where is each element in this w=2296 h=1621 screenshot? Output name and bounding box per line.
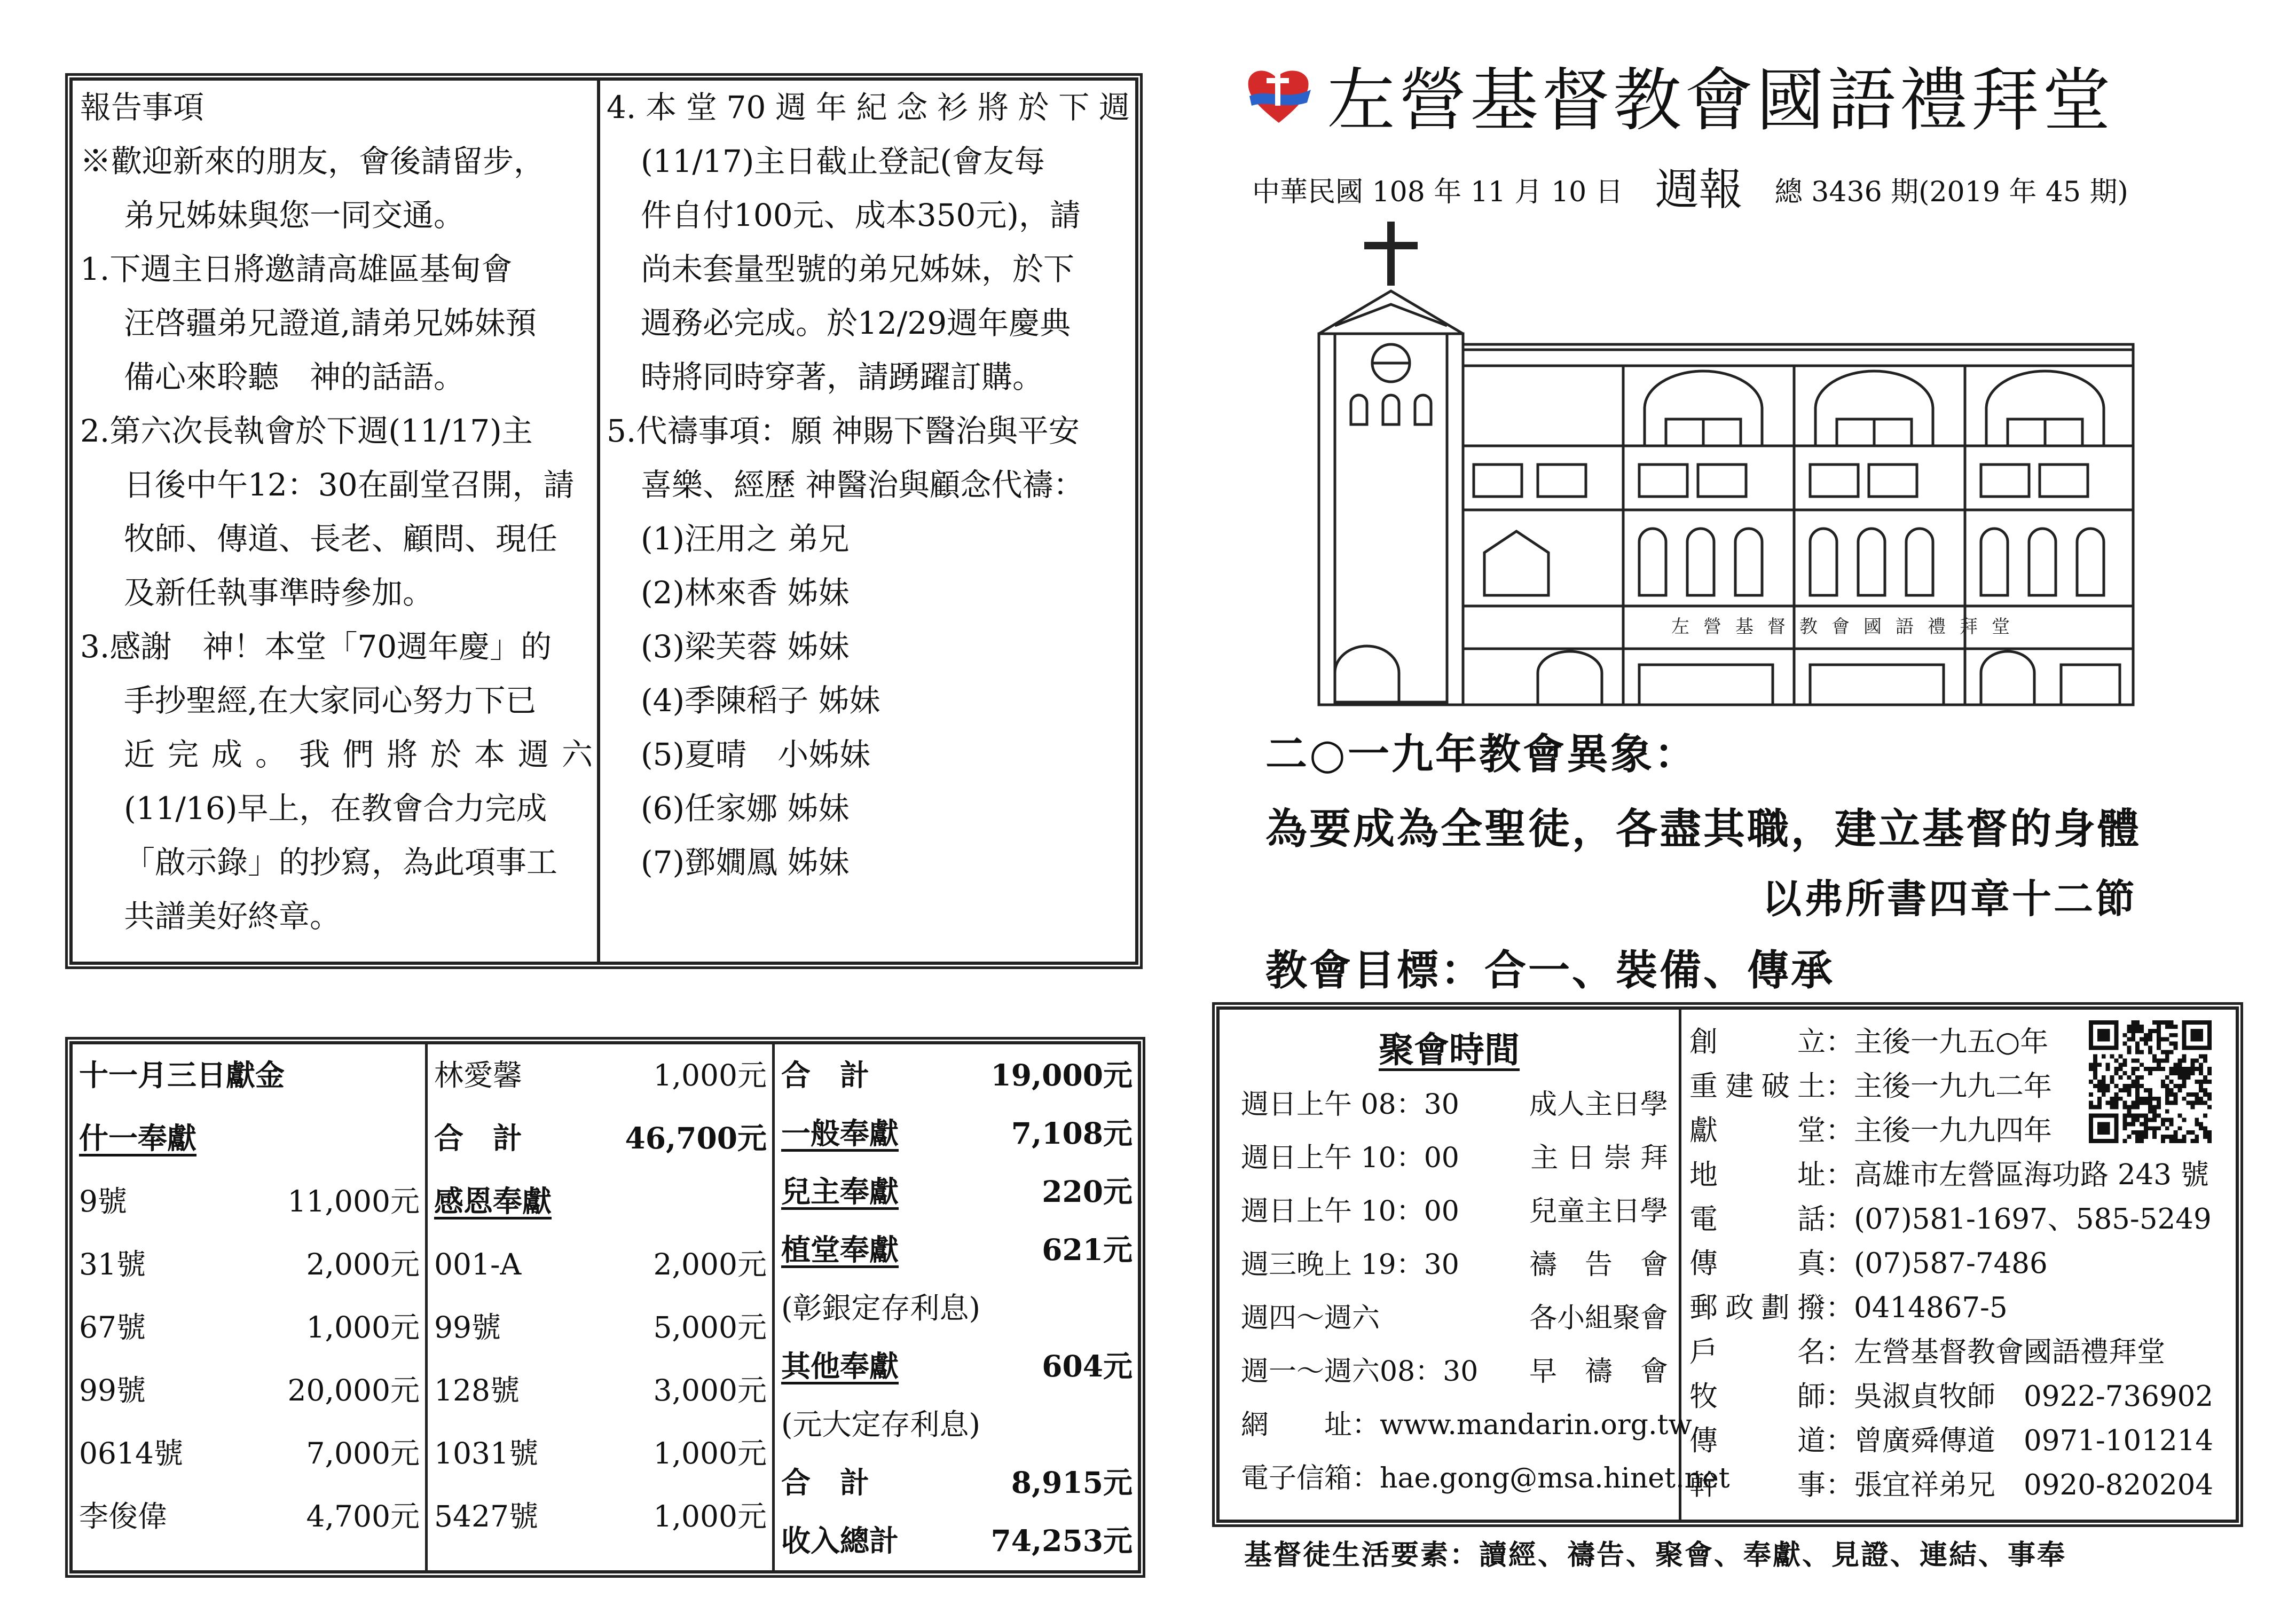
offering-amount: 8,915元 [1011,1465,1133,1500]
bulletin-label: 週報 [1655,164,1743,215]
offering-row [434,1238,767,1291]
fact-value: ：左營基督教會國語禮拜堂 [1826,1336,2165,1368]
offering-row [434,1301,767,1354]
announcement-line: 1.下週主日將邀請高雄區基甸會 [80,251,513,287]
meeting-when: 週一～週六08：30 [1241,1356,1479,1388]
offering-label: 99號 [79,1373,146,1407]
bulletin-date: 中華民國 108 年 11 月 10 日 [1252,176,1623,208]
offering-label: 合 計 [434,1121,523,1155]
offering-label: 1031號 [434,1436,538,1470]
meetings-info-box [1216,1006,2239,1523]
announcement-line: 手抄聖經,在大家同心努力下已 [124,682,537,719]
meeting-when: 週日上午 10：00 [1241,1195,1459,1227]
fact-key: 電話 [1689,1203,1826,1236]
offering-amount: 7,108元 [1011,1116,1133,1151]
vision-reference: 以弗所書四章十二節 [1762,876,2137,922]
fact-key: 重建破土 [1689,1070,1826,1103]
offering-row [79,1427,420,1480]
offering-amount: 5,000元 [653,1310,767,1344]
offering-row [79,1175,420,1228]
meeting-what: 早 禱 會 [1529,1356,1668,1388]
building-sign: 左營基督教會國語禮拜堂 [1671,616,2024,638]
column-divider [597,81,600,962]
meeting-times-title: 聚會時間 [1379,1029,1520,1071]
offering-row [781,1398,1133,1451]
offering-amount: 2,000元 [306,1247,420,1281]
announcements-left-column [80,81,593,943]
offering-row [781,1456,1133,1509]
offering-row [79,1238,420,1291]
offering-amount: 621元 [1042,1232,1133,1267]
fact-key: 傳真 [1689,1247,1826,1280]
announcement-line: 弟兄姊妹與您一同交通。 [124,197,465,233]
meeting-what: 兒童主日學 [1529,1195,1668,1227]
fact-row [1689,1329,2165,1370]
offering-row [434,1490,767,1543]
announcement-line: 汪啓疆弟兄證道,請弟兄姊妹預 [124,305,537,341]
announcement-line: (1)汪用之 弟兄 [641,521,850,557]
fact-value: ：曾廣舜傳道 0971-101214 [1826,1425,2214,1457]
announcement-line: 週務必完成。於12/29週年慶典 [641,305,1071,341]
offering-label: 128號 [434,1373,520,1407]
fact-row [1689,1462,2213,1503]
offering-row [79,1112,420,1165]
offering-label: 合 計 [781,1058,870,1092]
offering-label: 67號 [79,1310,146,1344]
announcement-line: 共譜美好終章。 [124,898,341,934]
bulletin-issue: 總 3436 期(2019 年 45 期) [1774,176,2128,208]
meeting-row [1241,1295,1668,1335]
offering-label: 一般奉獻 [781,1116,899,1151]
offering-label: 99號 [434,1310,501,1344]
offerings-table [69,1041,1141,1573]
fact-row [1689,1019,2048,1060]
meeting-row [1241,1082,1668,1122]
church-building-icon [1314,222,2136,707]
meeting-row [1241,1349,1668,1389]
announcement-line: (3)梁芙蓉 姊妹 [641,628,850,665]
offering-row [434,1049,767,1102]
fact-row [1689,1064,2052,1104]
fact-value: ：(07)587-7486 [1826,1247,2048,1280]
announcement-line: 備心來聆聽 神的話語。 [124,359,465,395]
fact-row [1689,1152,2209,1193]
offering-amount: 11,000元 [287,1184,420,1218]
offering-label: 其他奉獻 [781,1349,899,1383]
announcement-line: (6)任家娜 姊妹 [641,790,850,827]
offering-row [781,1514,1133,1568]
announcement-line: (11/17)主日截止登記(會友每 [641,143,1045,179]
email: 電子信箱：hae.gong@msa.hinet.net [1241,1462,1730,1494]
announcement-line: ※歡迎新來的朋友，會後請留步， [80,143,545,179]
offering-row [434,1175,767,1228]
offering-label: 0614號 [79,1436,183,1470]
vision-text: 為要成為全聖徒，各盡其職，建立基督的身體 [1265,805,2142,853]
fact-row [1689,1241,2048,1281]
offering-row [79,1049,420,1102]
offering-amount: 1,000元 [653,1058,767,1092]
offering-amount: 4,700元 [306,1499,420,1533]
fact-key: 地址 [1689,1159,1826,1191]
announcements-right-column [607,81,1130,890]
offering-label: 9號 [79,1184,127,1218]
offerings-column-2 [428,1044,775,1570]
offering-amount: 74,253元 [990,1523,1133,1558]
offering-label: 31號 [79,1247,146,1281]
offering-label: 兒主奉獻 [781,1174,899,1209]
website: 網 址：www.mandarin.org.tw [1241,1409,1692,1441]
offering-amount: 1,000元 [653,1436,767,1470]
fact-value: ：(07)581-1697、585-5249 [1826,1203,2212,1236]
fact-row [1689,1108,2052,1148]
offering-row [781,1281,1133,1335]
meeting-what: 各小組聚會 [1529,1302,1668,1334]
offering-row [434,1364,767,1417]
meeting-row [1241,1242,1668,1282]
offering-row [781,1049,1133,1102]
fact-value: ：高雄市左營區海功路 243 號 [1826,1159,2209,1191]
fact-value: ：主後一九九二年 [1826,1070,2052,1103]
offering-label: 植堂奉獻 [781,1232,899,1267]
offering-amount: 604元 [1042,1349,1133,1383]
offerings-column-3 [775,1044,1138,1570]
offering-label: 十一月三日獻金 [79,1058,285,1092]
offering-amount: 19,000元 [990,1058,1133,1092]
offering-row [781,1165,1133,1218]
announcement-line: 及新任執事準時參加。 [124,575,434,611]
offering-label: 什一奉獻 [79,1121,197,1155]
announcement-line: 喜樂、經歷 神醫治與顧念代禱： [641,467,1084,503]
offering-label: 感恩奉獻 [434,1184,552,1218]
offering-amount: 3,000元 [653,1373,767,1407]
fact-row [1689,1374,2213,1414]
announcement-line: (11/16)早上，在教會合力完成 [124,790,547,827]
fact-key: 傳道 [1689,1425,1826,1457]
offering-amount: 220元 [1042,1174,1133,1209]
meeting-times [1220,1010,1730,1520]
offering-label: 李俊偉 [79,1499,168,1533]
meeting-row [1241,1189,1668,1229]
offering-label: 合 計 [781,1465,870,1500]
announcement-line: (7)鄧嫺鳳 姊妹 [641,844,850,880]
offering-row [781,1340,1133,1393]
announcement-line: 「啟示錄」的抄寫，為此項事工 [124,844,558,880]
meeting-when: 週日上午 08：30 [1241,1089,1459,1121]
bulletin-date-line [1252,155,2128,217]
announcement-line: 近完成。我們將於本週六 [124,736,593,773]
offering-amount: 7,000元 [306,1436,420,1470]
offering-amount: 2,000元 [653,1247,767,1281]
fact-key: 牧師 [1689,1380,1826,1413]
offering-row [781,1223,1133,1277]
offering-amount: 1,000元 [306,1310,420,1344]
fact-row [1689,1418,2213,1459]
meeting-when: 週四～週六 [1241,1302,1380,1334]
announcement-line: 牧師、傳道、長老、顧問、現任 [124,521,558,557]
fact-key: 戶名 [1689,1336,1826,1368]
announcement-line: 4.本堂70週年紀念衫將於下週 [607,89,1130,125]
meeting-what: 主 日 崇 拜 [1530,1142,1668,1174]
church-facts [1684,1010,2236,1520]
fact-value: ：主後一九九四年 [1826,1114,2052,1147]
announcement-line: 3.感謝 神！本堂「70週年慶」的 [80,628,552,665]
fact-value: ：張宜祥弟兄 0920-820204 [1826,1469,2214,1501]
announcement-line: 件自付100元、成本350元)，請 [641,197,1081,233]
church-goal: 教會目標：合一、裝備、傳承 [1265,946,1835,995]
announcement-line: 尚未套量型號的弟兄姊妹，於下 [641,251,1075,287]
meeting-what: 禱 告 會 [1529,1249,1668,1281]
church-title: 左營基督教會國語禮拜堂 [1327,61,2114,140]
announcement-line: 2.第六次長執會於下週(11/17)主 [80,413,533,449]
meeting-when: 週三晚上 19：30 [1241,1249,1459,1281]
vision-heading: 二○一九年教會異象： [1265,730,1699,778]
offering-row [781,1107,1133,1160]
offering-row [434,1427,767,1480]
offering-label: 林愛馨 [434,1058,523,1092]
qr-code-icon[interactable] [2089,1020,2212,1143]
announcement-line: (2)林來香 姊妹 [641,575,850,611]
announcements-heading: 報告事項 [80,89,205,125]
fact-key: 幹事 [1689,1469,1826,1501]
fact-row [1689,1285,2008,1326]
offerings-column-1 [73,1044,428,1570]
offering-label: (元大定存利息) [781,1407,980,1442]
meeting-when: 週日上午 10：00 [1241,1142,1459,1174]
offering-amount: 20,000元 [287,1373,420,1407]
offering-label: 5427號 [434,1499,538,1533]
fact-key: 獻堂 [1689,1114,1826,1147]
church-logo-icon [1244,64,1314,128]
announcement-line: 時將同時穿著，請踴躍訂購。 [641,359,1044,395]
offering-label: 收入總計 [781,1523,899,1558]
offering-row [79,1490,420,1543]
offering-row [79,1301,420,1354]
fact-value: ：主後一九五○年 [1826,1026,2049,1058]
meeting-row [1241,1135,1668,1175]
offering-label: (彰銀定存利息) [781,1291,980,1325]
announcements-box [69,77,1138,965]
offering-amount: 1,000元 [653,1499,767,1533]
announcement-line: (5)夏晴 小姊妹 [641,736,871,773]
fact-value: ：0414867-5 [1826,1292,2008,1324]
announcement-line: 日後中午12：30在副堂召開，請 [124,467,575,503]
fact-value: ：吳淑貞牧師 0922-736902 [1826,1380,2214,1413]
offering-amount: 46,700元 [625,1121,767,1155]
meeting-what: 成人主日學 [1529,1089,1668,1121]
announcement-line: 5.代禱事項：願 神賜下醫治與平安 [607,413,1080,449]
announcement-line: (4)季陳稻子 姊妹 [641,682,880,719]
offering-row [79,1364,420,1417]
offering-label: 001-A [434,1247,522,1281]
fact-key: 創立 [1689,1026,1826,1058]
christian-life-essentials: 基督徒生活要素：讀經、禱告、聚會、奉獻、見證、連結、事奉 [1244,1539,2067,1571]
offering-row [434,1112,767,1165]
fact-key: 郵政劃撥 [1689,1292,1826,1324]
fact-row [1689,1197,2212,1237]
